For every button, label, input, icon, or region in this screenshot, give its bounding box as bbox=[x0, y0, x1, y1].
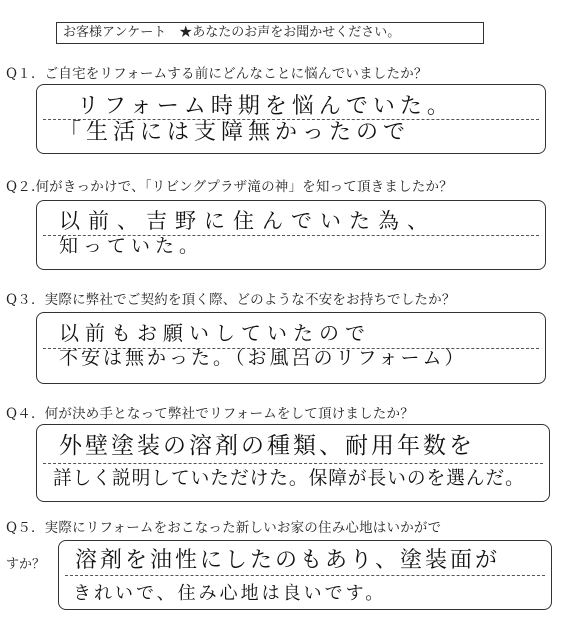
answer-1-line-1: リフォーム時期を悩んでいた。 bbox=[77, 94, 454, 119]
question-5-continued: すか？ bbox=[6, 557, 46, 572]
answer-box-1 bbox=[36, 84, 546, 154]
question-3: Q３．実際に弊社でご契約を頂く際、どのような不安をお持ちでしたか？ bbox=[6, 292, 456, 308]
answer-5-line-2: きれいで、住み心地は良いです。 bbox=[73, 583, 387, 604]
answer-4-line-2: 詳しく説明していただけた。保障が長いのを選んだ。 bbox=[53, 467, 525, 489]
question-2: Q２.何がきっかけで、「リビングプラザ滝の神」を知って頂きましたか？ bbox=[6, 179, 453, 195]
survey-header bbox=[56, 22, 484, 44]
question-1: Q１．ご自宅をリフォームする前にどんなことに悩んでいましたか？ bbox=[6, 66, 428, 82]
answer-3-line-1: 以前もお願いしていたので bbox=[59, 321, 371, 345]
answer-3-line-2: 不安は無かった。（お風呂のリフォーム） bbox=[59, 347, 467, 369]
answer-1-line-2: 「生活には支障無かったので bbox=[59, 120, 411, 145]
answer-2-line-1: 以前、吉野に住んでいた為、 bbox=[59, 209, 436, 233]
answer-box-5 bbox=[58, 540, 552, 610]
answer-box-2 bbox=[36, 200, 546, 270]
answer-divider bbox=[65, 575, 545, 576]
question-5: Q５．実際にリフォームをおこなった新しいお家の住み心地はいかがで bbox=[6, 520, 442, 536]
answer-box-3 bbox=[36, 312, 546, 384]
answer-box-4 bbox=[36, 424, 550, 502]
answer-4-line-1: 外壁塗装の溶剤の種類、耐用年数を bbox=[59, 433, 475, 459]
answer-2-line-2: 知っていた。 bbox=[59, 235, 204, 257]
survey-header-title: お客様アンケート ★あなたのお声をお聞かせください。 bbox=[63, 25, 401, 40]
question-4: Q４．何が決め手となって弊社でリフォームをして頂けましたか？ bbox=[6, 406, 414, 422]
answer-5-line-1: 溶剤を油性にしたのもあり、塗装面が bbox=[75, 548, 501, 573]
